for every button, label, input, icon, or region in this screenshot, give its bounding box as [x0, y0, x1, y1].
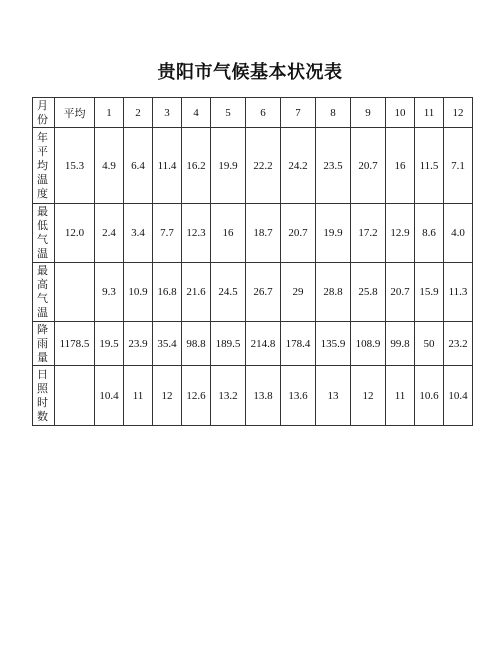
- value-cell: 12.9: [386, 204, 415, 263]
- month-cell: 11: [415, 98, 444, 128]
- value-cell: 2.4: [95, 204, 124, 263]
- value-cell: 13.2: [211, 366, 246, 426]
- value-cell: 12.3: [182, 204, 211, 263]
- value-cell: 21.6: [182, 263, 211, 322]
- climate-table: [32, 97, 473, 426]
- value-cell: 24.2: [281, 128, 316, 204]
- table-header-row: [33, 98, 473, 128]
- value-cell: 20.7: [281, 204, 316, 263]
- row-label-cell: 最低气温: [33, 204, 55, 263]
- value-cell: 98.8: [182, 322, 211, 366]
- value-cell: 7.7: [153, 204, 182, 263]
- value-cell: 22.2: [246, 128, 281, 204]
- value-cell: 16: [386, 128, 415, 204]
- value-cell: 135.9: [316, 322, 351, 366]
- row-label-cell: 年平均温度: [33, 128, 55, 204]
- month-cell: 2: [124, 98, 153, 128]
- table-row: [33, 366, 473, 426]
- value-cell: 19.5: [95, 322, 124, 366]
- value-cell: 25.8: [351, 263, 386, 322]
- row-label-cell: 日照时数: [33, 366, 55, 426]
- value-cell: 3.4: [124, 204, 153, 263]
- value-cell: 4.0: [444, 204, 473, 263]
- value-cell: 10.9: [124, 263, 153, 322]
- month-cell: 6: [246, 98, 281, 128]
- value-cell: 16.2: [182, 128, 211, 204]
- value-cell: 29: [281, 263, 316, 322]
- value-cell: 13.6: [281, 366, 316, 426]
- value-cell: 11.3: [444, 263, 473, 322]
- value-cell: 4.9: [95, 128, 124, 204]
- month-cell: 10: [386, 98, 415, 128]
- month-cell: 12: [444, 98, 473, 128]
- value-cell: 13: [316, 366, 351, 426]
- value-cell: 50: [415, 322, 444, 366]
- value-cell: 10.6: [415, 366, 444, 426]
- value-cell: 178.4: [281, 322, 316, 366]
- value-cell: 17.2: [351, 204, 386, 263]
- value-cell: 11.5: [415, 128, 444, 204]
- month-header-cell: [33, 98, 55, 128]
- month-cell: 3: [153, 98, 182, 128]
- value-cell: 20.7: [386, 263, 415, 322]
- row-label-cell: 最高气温: [33, 263, 55, 322]
- value-cell: 24.5: [211, 263, 246, 322]
- value-cell: 9.3: [95, 263, 124, 322]
- value-cell: 10.4: [444, 366, 473, 426]
- value-cell: 16: [211, 204, 246, 263]
- value-cell: 19.9: [316, 204, 351, 263]
- value-cell: 108.9: [351, 322, 386, 366]
- month-cell: 9: [351, 98, 386, 128]
- value-cell: 12: [351, 366, 386, 426]
- value-cell: 23.2: [444, 322, 473, 366]
- value-cell: 12.6: [182, 366, 211, 426]
- row-label-cell: 降雨量: [33, 322, 55, 366]
- avg-cell: [55, 366, 95, 426]
- month-cell: 8: [316, 98, 351, 128]
- value-cell: 99.8: [386, 322, 415, 366]
- value-cell: 35.4: [153, 322, 182, 366]
- value-cell: 7.1: [444, 128, 473, 204]
- avg-cell: 12.0: [55, 204, 95, 263]
- value-cell: 6.4: [124, 128, 153, 204]
- value-cell: 23.5: [316, 128, 351, 204]
- value-cell: 189.5: [211, 322, 246, 366]
- value-cell: 10.4: [95, 366, 124, 426]
- value-cell: 214.8: [246, 322, 281, 366]
- value-cell: 13.8: [246, 366, 281, 426]
- value-cell: 23.9: [124, 322, 153, 366]
- value-cell: 28.8: [316, 263, 351, 322]
- value-cell: 26.7: [246, 263, 281, 322]
- value-cell: 11.4: [153, 128, 182, 204]
- month-header-label: 月份: [37, 98, 48, 126]
- page-title: 贵阳市气候基本状况表: [157, 62, 343, 83]
- value-cell: 20.7: [351, 128, 386, 204]
- table-row: [33, 263, 473, 322]
- avg-cell: [55, 263, 95, 322]
- avg-cell: 1178.5: [55, 322, 95, 366]
- table-row: [33, 204, 473, 263]
- value-cell: 12: [153, 366, 182, 426]
- table-row: [33, 128, 473, 204]
- month-cell: 5: [211, 98, 246, 128]
- value-cell: 19.9: [211, 128, 246, 204]
- month-cell: 4: [182, 98, 211, 128]
- value-cell: 16.8: [153, 263, 182, 322]
- value-cell: 11: [386, 366, 415, 426]
- month-cell: 1: [95, 98, 124, 128]
- value-cell: 15.9: [415, 263, 444, 322]
- value-cell: 11: [124, 366, 153, 426]
- value-cell: 8.6: [415, 204, 444, 263]
- month-cell: 7: [281, 98, 316, 128]
- avg-header-cell: 平均: [55, 98, 95, 128]
- table-row: [33, 322, 473, 366]
- value-cell: 18.7: [246, 204, 281, 263]
- avg-cell: 15.3: [55, 128, 95, 204]
